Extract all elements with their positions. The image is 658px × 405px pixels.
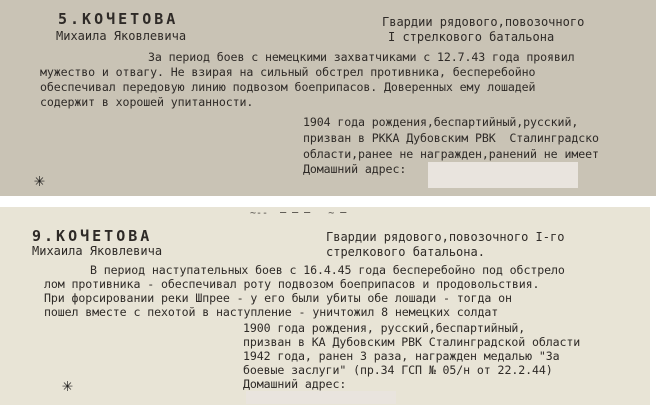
ink-blot-mark: ✳ xyxy=(62,375,73,396)
bio-line: призван в РККА Дубовским РВК Сталинградско xyxy=(303,131,599,145)
rank-line-2: стрелкового батальона. xyxy=(326,245,485,259)
person-name: Михаила Яковлевича xyxy=(56,29,187,43)
bio-line: 1942 года, ранен 3 раза, награжден медалью "За xyxy=(243,349,560,363)
rank-line-1: Гвардии рядового,повозочного I-го xyxy=(326,230,565,244)
redacted-address-block xyxy=(246,391,396,404)
redacted-address-block xyxy=(428,162,578,188)
rank-line-2: I стрелкового батальона xyxy=(388,30,555,44)
body-line: За период боев с немецкими захватчиками с 12.7.43 года проявил xyxy=(148,50,575,64)
award-document-top xyxy=(0,0,656,196)
rank-line-1: Гвардии рядового,повозочного xyxy=(382,15,585,29)
ink-blot-mark: ✳ xyxy=(34,170,45,191)
body-line: При форсировании реки Шпрее - у его были убиты обе лошади - тогда он xyxy=(44,291,512,305)
body-line: обеспечивал передовую линию подвозом боеприпасов. Доверенных ему лошадей xyxy=(40,80,536,94)
faded-text-smudge: ~-- ─ ─ ─ ~ ─ xyxy=(250,208,347,219)
document-title: 9.КОЧЕТОВА xyxy=(32,227,153,245)
bio-line: Домашний адрес: xyxy=(303,162,407,176)
person-name: Михаила Яковлевича xyxy=(32,244,163,258)
body-line: мужество и отвагу. Не взирая на сильный обстрел противника, бесперебойно xyxy=(40,65,536,79)
bio-line: 1900 года рождения, русский,беспартийный, xyxy=(243,321,526,335)
bio-line: призван в КА Дубовским РВК Сталинградской области xyxy=(243,335,581,349)
bio-line: 1904 года рождения,беспартийный,русский, xyxy=(303,115,579,129)
bio-line: Домашний адрес: xyxy=(243,377,347,391)
body-line: пошел вместе с пехотой в наступление - уничтожил 8 немецких солдат xyxy=(44,305,499,319)
body-line: В период наступательных боев с 16.4.45 года бесперебойно под обстрело xyxy=(90,263,565,277)
body-line: содержит в хорошей упитанности. xyxy=(40,95,254,109)
bio-line: области,ранее не награжден,ранений не имеет xyxy=(303,147,599,161)
body-line: лом противника - обеспечивал роту подвозом боеприпасов и продовольствия. xyxy=(44,277,540,291)
bio-line: боевые заслуги" (пр.34 ГСП № 05/н от 22.2.44) xyxy=(243,363,553,377)
document-title: 5.КОЧЕТОВА xyxy=(58,10,179,28)
award-document-bottom xyxy=(0,207,650,405)
